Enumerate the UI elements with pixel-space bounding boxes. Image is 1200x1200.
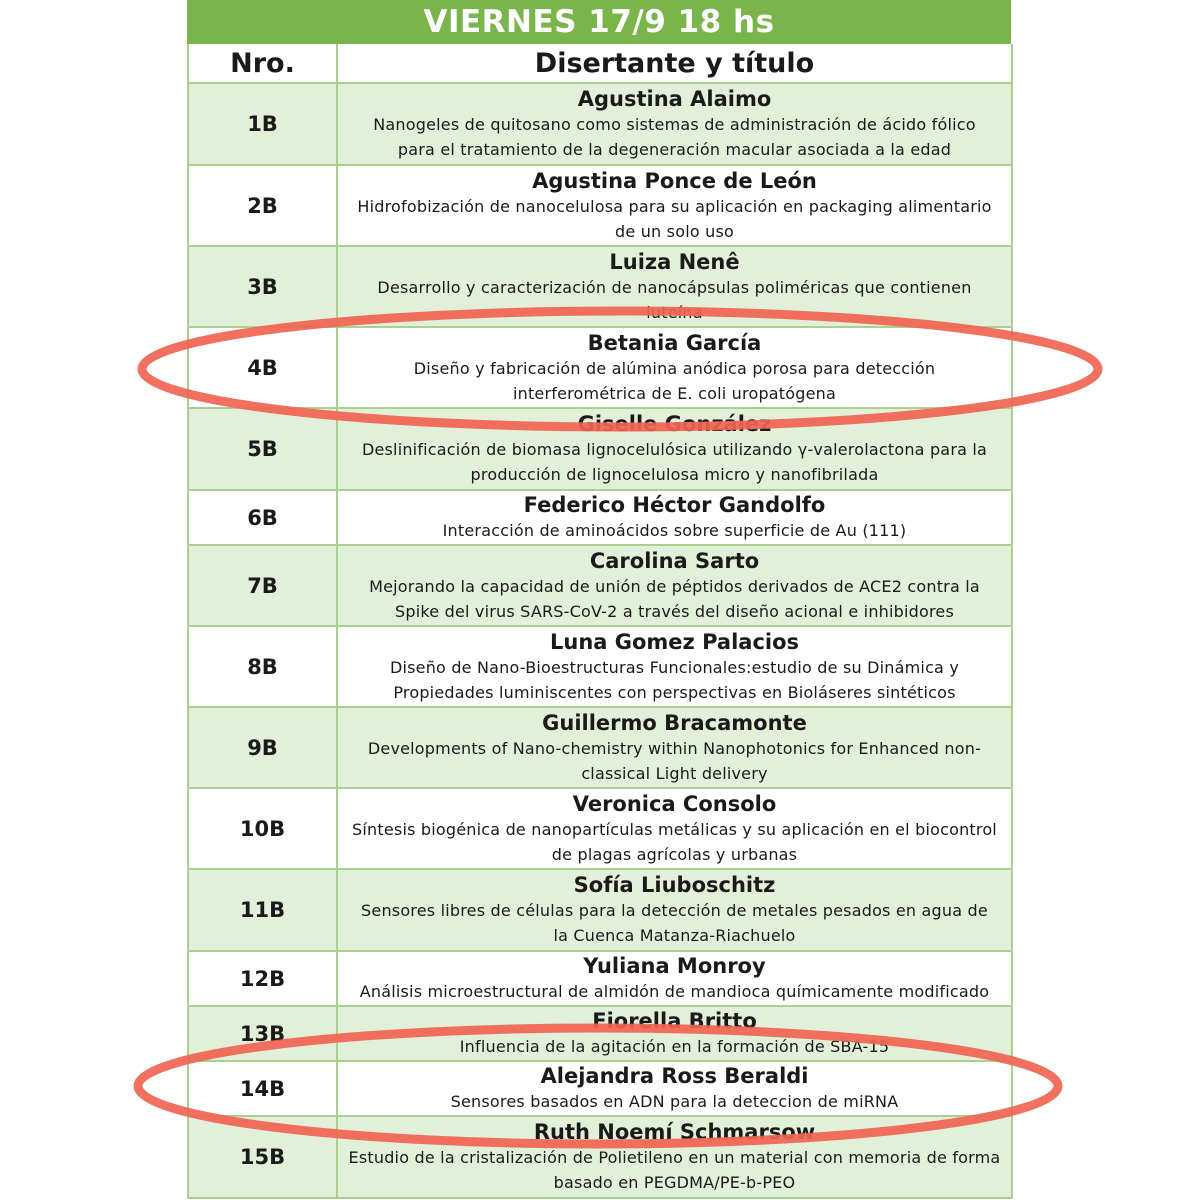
row-speaker-title: [338, 409, 1013, 491]
row-number: 12B: [189, 952, 338, 1007]
row-speaker-title: [338, 328, 1013, 409]
row-number: 2B: [189, 166, 338, 247]
column-header-speaker-title: Disertante y título: [338, 44, 1013, 84]
speaker-name: Luiza Nenê: [609, 249, 740, 274]
row-speaker-title: [338, 789, 1013, 870]
speaker-name: Guillermo Bracamonte: [542, 710, 807, 735]
talk-title-line: Sensores basados en ADN para la deteccion de miRNA: [450, 1092, 899, 1111]
row-number: 4B: [189, 328, 338, 409]
row-speaker-title: [338, 546, 1013, 627]
talk-title-line: Análisis microestructural de almidón de mandioca químicamente modificado: [359, 982, 990, 1001]
talk-title-line: Spike del virus SARS-CoV-2 a través del diseño acional e inhibidores: [395, 601, 954, 621]
row-number: 10B: [189, 789, 338, 870]
talk-title-line: Hidrofobización de nanocelulosa para su aplicación en packaging alimentario: [357, 196, 992, 216]
talk-title-line: de plagas agrícolas y urbanas: [551, 844, 798, 864]
row-speaker-title: [338, 1007, 1013, 1062]
row-number: 9B: [189, 708, 338, 789]
talk-title-line: de un solo uso: [615, 221, 734, 241]
row-number: 3B: [189, 247, 338, 328]
speaker-name: Agustina Ponce de León: [532, 168, 817, 193]
speaker-name: Yuliana Monroy: [583, 954, 766, 978]
talk-title-line: Estudio de la cristalización de Polietileno en un material con memoria de forma: [348, 1148, 1001, 1167]
talk-title-line: Diseño de Nano-Bioestructuras Funcionales:estudio de su Dinámica y: [389, 657, 960, 677]
speaker-name: Carolina Sarto: [589, 548, 760, 573]
speaker-name: Veronica Consolo: [572, 791, 777, 816]
row-speaker-title: [338, 247, 1013, 328]
row-number: 14B: [189, 1062, 338, 1117]
speaker-name: Sofía Liuboschitz: [573, 873, 776, 897]
talk-title-line: Deslinificación de biomasa lignocelulósica utilizando γ-valerolactona para la: [361, 440, 988, 459]
speaker-name: Giselle González: [577, 412, 772, 436]
talk-title-line: Influencia de la agitación en la formación de SBA-15: [459, 1037, 890, 1056]
talk-title-line: para el tratamiento de la degeneración macular asociada a la edad: [397, 140, 952, 159]
row-speaker-title: [338, 708, 1013, 789]
row-number: 1B: [189, 84, 338, 166]
row-speaker-title: [338, 84, 1013, 166]
row-number: 7B: [189, 546, 338, 627]
row-number: 13B: [189, 1007, 338, 1062]
speaker-name: Luna Gomez Palacios: [549, 629, 800, 654]
row-speaker-title: [338, 491, 1013, 546]
speaker-name: Federico Héctor Gandolfo: [523, 493, 826, 517]
talk-title-line: Propiedades luminiscentes con perspectivas en Bioláseres sintéticos: [393, 682, 956, 702]
row-speaker-title: [338, 952, 1013, 1007]
talk-title-line: Mejorando la capacidad de unión de péptidos derivados de ACE2 contra la: [369, 576, 980, 596]
schedule-title: VIERNES 17/9 18 hs: [187, 0, 1011, 44]
talk-title-line: Nanogeles de quitosano como sistemas de administración de ácido fólico: [373, 115, 976, 134]
row-speaker-title: [338, 166, 1013, 247]
speaker-name: Alejandra Ross Beraldi: [540, 1064, 809, 1088]
row-speaker-title: [338, 1117, 1013, 1199]
speaker-name: Fiorella Britto: [592, 1009, 757, 1033]
column-header-number: Nro.: [189, 44, 338, 84]
row-number: 5B: [189, 409, 338, 491]
row-number: 15B: [189, 1117, 338, 1199]
talk-title-line: interferométrica de E. coli uropatógena: [512, 383, 837, 403]
talk-title-line: Desarrollo y caracterización de nanocápsulas poliméricas que contienen: [377, 277, 972, 297]
row-number: 6B: [189, 491, 338, 546]
speaker-name: Betania García: [587, 330, 762, 355]
talk-title-line: Sensores libres de células para la detección de metales pesados en agua de: [361, 901, 988, 920]
row-speaker-title: [338, 870, 1013, 952]
schedule-sheet: [187, 0, 1011, 1199]
talk-title-line: basado en PEGDMA/PE-b-PEO: [553, 1173, 796, 1192]
speaker-name: Ruth Noemí Schmarsow: [533, 1120, 816, 1144]
row-speaker-title: [338, 1062, 1013, 1117]
talk-title-line: Síntesis biogénica de nanopartículas metálicas y su aplicación en el biocontrol: [352, 819, 997, 839]
row-number: 8B: [189, 627, 338, 708]
speaker-name: Agustina Alaimo: [577, 87, 772, 111]
talk-title-line: Diseño y fabricación de alúmina anódica porosa para detección: [413, 358, 936, 378]
talk-title-line: Developments of Nano-chemistry within Nanophotonics for Enhanced non-: [367, 738, 982, 758]
talk-title-line: la Cuenca Matanza-Riachuelo: [553, 926, 796, 945]
schedule-table: [187, 44, 1011, 1199]
talk-title-line: producción de lignocelulosa micro y nanofibrilada: [470, 465, 879, 484]
talk-title-line: luteína: [646, 302, 703, 322]
row-number: 11B: [189, 870, 338, 952]
talk-title-line: classical Light delivery: [581, 763, 768, 783]
talk-title-line: Interacción de aminoácidos sobre superficie de Au (111): [442, 521, 907, 540]
row-speaker-title: [338, 627, 1013, 708]
